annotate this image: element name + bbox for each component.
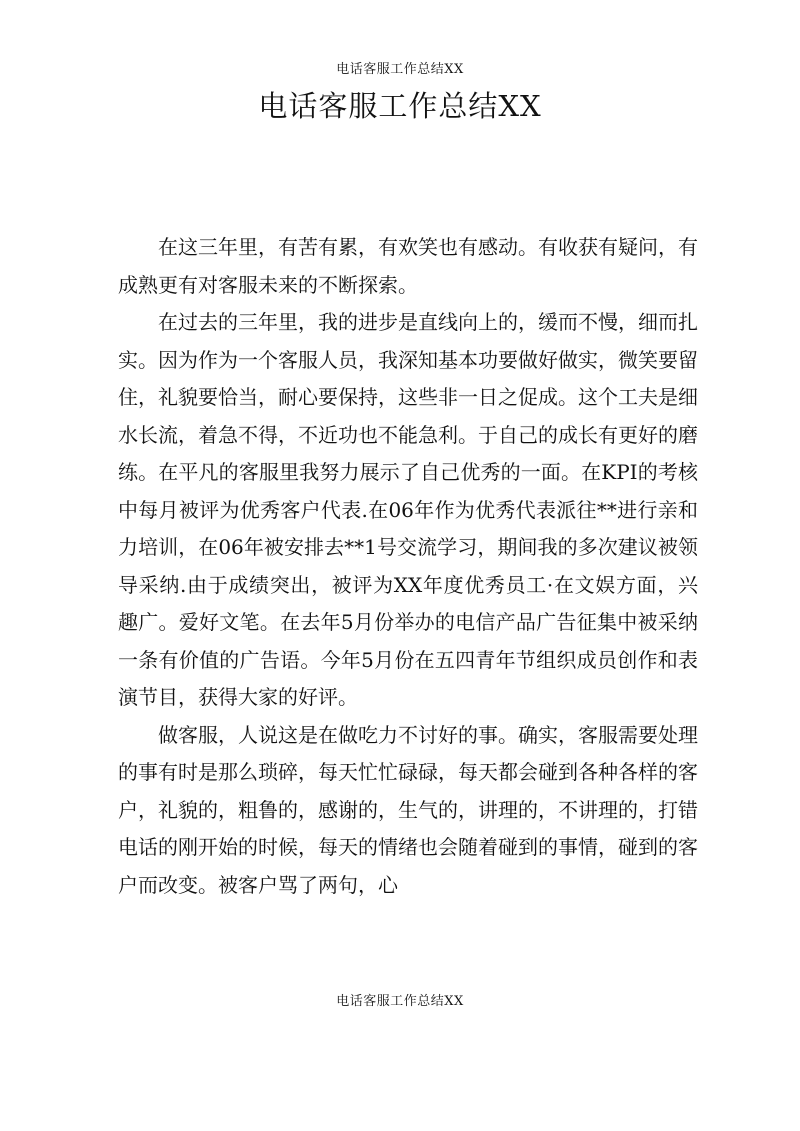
document-title: 电话客服工作总结XX bbox=[258, 89, 542, 123]
running-header: 电话客服工作总结XX bbox=[336, 62, 464, 77]
paragraph: 在过去的三年里，我的进步是直线向上的，缓而不慢，细而扎实。因为作为一个客服人员，我深知基本功要做好做实，微笑要留住，礼貌要恰当，耐心要保持，这些非一日之促成。这个工夫是细水长流，着急不得，不近功也不能急利。于自己的成长有更好的磨练。在平凡的客服里我努力展示了自己优秀的一面。在KPI的考核中每月被评为优秀客户代表.在06年作为优秀代表派往**进行亲和力培训，在06年被安排去**1号交流学习，期间我的多次建议被领导采纳.由于成绩突出，被评为XX年度优秀员工·在文娱方面，兴趣广。爱好文笔。在去年5月份举办的电信产品广告征集中被采纳一条有价值的广告语。今年5月份在五四青年节组织成员创作和表演节目，获得大家的好评。 bbox=[118, 310, 698, 709]
running-footer: 电话客服工作总结XX bbox=[336, 994, 464, 1009]
paragraph: 在这三年里，有苦有累，有欢笑也有感动。有收获有疑问，有成熟更有对客服未来的不断探索。 bbox=[118, 235, 698, 297]
document-body bbox=[118, 229, 698, 904]
paragraph: 做客服，人说这是在做吃力不讨好的事。确实，客服需要处理的事有时是那么琐碎，每天忙忙碌碌，每天都会碰到各种各样的客户，礼貌的，粗鲁的，感谢的，生气的，讲理的，不讲理的，打错电话的刚开始的时候，每天的情绪也会随着碰到的事情，碰到的客户而改变。被客户骂了两句，心 bbox=[118, 722, 698, 897]
